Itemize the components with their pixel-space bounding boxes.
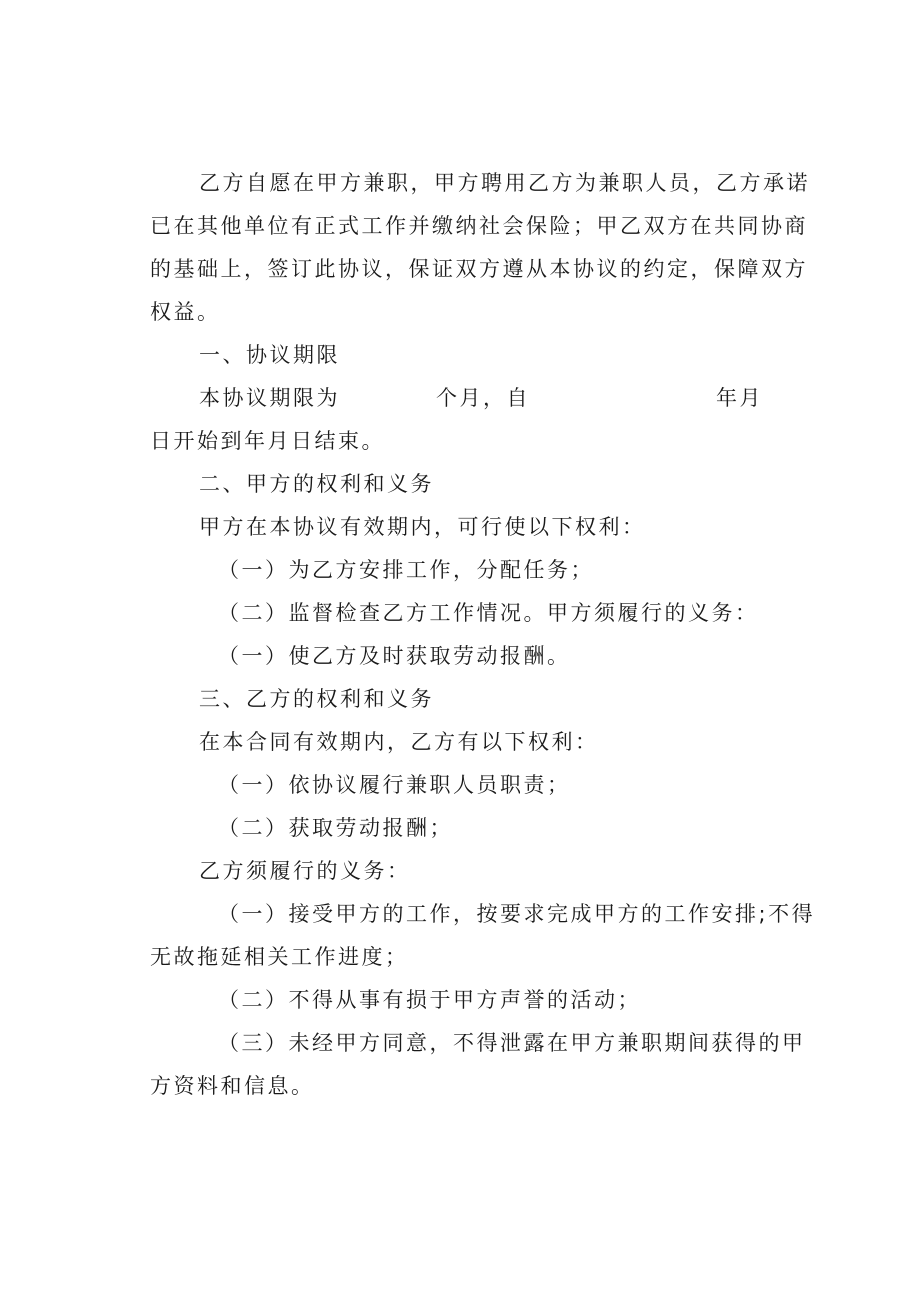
document-body (150, 162, 816, 1108)
intro-line-4: 权益。 (150, 300, 221, 324)
party-b-duty-1 (150, 893, 816, 979)
party-b-right-2: （二）获取劳动报酬； (218, 816, 453, 840)
term-line-2: 日开始到年月日结束。 (150, 429, 385, 453)
party-b-duty-3-line-2: 方资料和信息。 (150, 1074, 315, 1098)
party-a-item-1: （一）为乙方安排工作，分配任务； (218, 558, 594, 582)
section-3-title: 三、乙方的权利和义务 (199, 687, 434, 711)
party-a-item-3: （一）使乙方及时获取劳动报酬。 (218, 644, 571, 668)
term-months-label: 个月，自 (436, 386, 530, 410)
intro-line-2: 已在其他单位有正式工作并缴纳社会保险；甲乙双方在共同协商 (150, 214, 808, 238)
party-b-duty-3 (150, 1022, 806, 1108)
party-b-duty-2: （二）不得从事有损于甲方声誉的活动； (218, 988, 641, 1012)
party-a-rights-intro: 甲方在本协议有效期内，可行使以下权利： (199, 515, 646, 539)
party-b-duty-1-line-1: （一）接受甲方的工作，按要求完成甲方的工作安排;不得 (218, 902, 816, 926)
term-label: 本协议期限为 (199, 386, 340, 410)
party-b-rights-intro: 在本合同有效期内，乙方有以下权利： (199, 730, 599, 754)
intro-paragraph (150, 162, 810, 334)
party-a-item-2: （二）监督检查乙方工作情况。甲方须履行的义务： (218, 601, 759, 625)
section-1-title: 一、协议期限 (199, 343, 340, 367)
term-year-month-label: 年月 (716, 386, 763, 410)
party-b-duties-intro: 乙方须履行的义务： (199, 859, 411, 883)
party-b-duty-3-line-1: （三）未经甲方同意，不得泄露在甲方兼职期间获得的甲 (218, 1031, 806, 1055)
party-b-right-1: （一）依协议履行兼职人员职责； (218, 773, 571, 797)
intro-line-1: 乙方自愿在甲方兼职，甲方聘用乙方为兼职人员，乙方承诺 (199, 171, 810, 195)
section-2-title: 二、甲方的权利和义务 (199, 472, 434, 496)
intro-line-3: 的基础上，签订此协议，保证双方遵从本协议的约定，保障双方 (150, 257, 808, 281)
party-b-duty-1-line-2: 无故拖延相关工作进度； (150, 945, 409, 969)
term-line-1 (150, 377, 800, 420)
